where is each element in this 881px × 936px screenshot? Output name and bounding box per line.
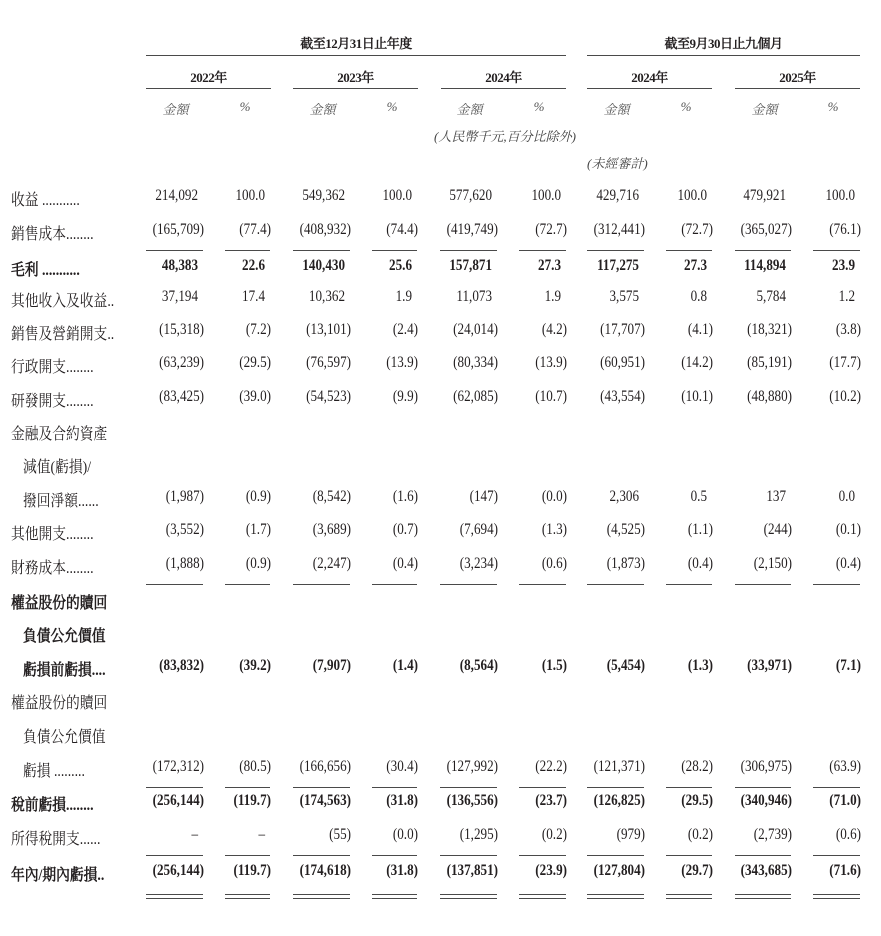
unit-note: (人民幣千元,百分比除外) — [434, 129, 576, 144]
percent-subheader-2024-9m: % — [680, 99, 692, 114]
group-title-year-end: 截至12月31日止年度 — [300, 36, 412, 51]
percent-cell: (77.4) — [239, 221, 271, 238]
underline-rule — [440, 584, 497, 585]
year-header-2022: 2022年 — [190, 70, 227, 85]
amount-subheader-2024: 金額 — [456, 102, 483, 117]
underline-rule — [519, 584, 566, 585]
amount-cell: (127,804) — [593, 862, 645, 879]
amount-cell: 2,306 — [609, 488, 639, 505]
percent-cell: (0.4) — [835, 555, 861, 572]
row-label: 虧損 ......... — [23, 763, 85, 780]
row-label: 稅前虧損........ — [11, 797, 94, 814]
amount-subheader-2024-9m: 金額 — [603, 102, 630, 117]
percent-cell: 100.0 — [531, 187, 561, 204]
double-underline-rule — [813, 894, 860, 899]
underline-rule — [666, 250, 712, 251]
percent-cell: (0.4) — [392, 555, 418, 572]
amount-cell: (2,247) — [312, 555, 351, 572]
amount-cell: 11,073 — [456, 288, 492, 305]
percent-cell: 27.3 — [684, 257, 707, 274]
underline-rule — [225, 855, 270, 856]
row-label: 虧損前虧損.... — [23, 662, 106, 679]
percent-cell: (29.7) — [681, 862, 713, 879]
amount-subheader-2025-9m: 金額 — [751, 102, 778, 117]
amount-cell: (13,101) — [306, 321, 351, 338]
amount-cell: (48,880) — [747, 388, 792, 405]
underline-rule — [813, 787, 860, 788]
amount-cell: (83,832) — [159, 657, 204, 674]
underline-rule — [146, 250, 203, 251]
group-rule-year-end — [146, 55, 566, 56]
double-underline-rule — [735, 894, 791, 899]
amount-cell: (408,932) — [299, 221, 351, 238]
percent-cell: (39.2) — [239, 657, 271, 674]
percent-cell: 1.9 — [395, 288, 412, 305]
percent-cell: (0.6) — [835, 826, 861, 843]
percent-cell: 100.0 — [825, 187, 855, 204]
amount-cell: (3,552) — [165, 521, 204, 538]
row-label: 銷售及營銷開支.. — [11, 326, 115, 343]
amount-cell: (8,564) — [459, 657, 498, 674]
percent-cell: (0.0) — [541, 488, 567, 505]
amount-cell: 214,092 — [155, 187, 198, 204]
percent-cell: (13.9) — [386, 354, 418, 371]
percent-cell: 100.0 — [382, 187, 412, 204]
percent-cell: (2.4) — [392, 321, 418, 338]
percent-cell: 0.5 — [690, 488, 707, 505]
amount-cell: 429,716 — [596, 187, 639, 204]
percent-cell: (17.7) — [829, 354, 861, 371]
row-label: 所得稅開支...... — [11, 831, 101, 848]
underline-rule — [813, 250, 860, 251]
year-header-2023: 2023年 — [337, 70, 374, 85]
percent-cell: (31.8) — [386, 862, 418, 879]
amount-cell: (7,694) — [459, 521, 498, 538]
amount-cell: (174,563) — [299, 792, 351, 809]
percent-cell: 1.2 — [838, 288, 855, 305]
double-underline-rule — [587, 894, 644, 899]
amount-cell: (4,525) — [606, 521, 645, 538]
percent-cell: 27.3 — [538, 257, 561, 274]
amount-cell: 114,894 — [744, 257, 786, 274]
year-rule-2024 — [441, 88, 566, 89]
amount-cell: (18,321) — [747, 321, 792, 338]
amount-cell: 48,383 — [161, 257, 198, 274]
double-underline-rule — [372, 894, 417, 899]
amount-cell: – — [191, 826, 198, 843]
percent-cell: (0.4) — [687, 555, 713, 572]
underline-rule — [735, 855, 791, 856]
row-label: 行政開支........ — [11, 359, 94, 376]
percent-cell: (0.9) — [245, 488, 271, 505]
underline-rule — [666, 855, 712, 856]
percent-cell: (4.1) — [687, 321, 713, 338]
group-title-nine-months: 截至9月30日止九個月 — [664, 36, 783, 51]
row-label: 權益股份的贖回 — [11, 695, 108, 712]
amount-cell: (60,951) — [600, 354, 645, 371]
amount-cell: (7,907) — [312, 657, 351, 674]
percent-cell: (14.2) — [681, 354, 713, 371]
amount-cell: (55) — [329, 826, 351, 843]
percent-cell: (1.4) — [392, 657, 418, 674]
amount-cell: (85,191) — [747, 354, 792, 371]
underline-rule — [440, 787, 497, 788]
percent-cell: (119.7) — [233, 862, 271, 879]
percent-cell: (63.9) — [829, 758, 861, 775]
underline-rule — [372, 855, 417, 856]
amount-cell: (256,144) — [152, 792, 204, 809]
percent-cell: (39.0) — [239, 388, 271, 405]
underline-rule — [146, 855, 203, 856]
percent-cell: (10.7) — [535, 388, 567, 405]
amount-cell: (256,144) — [152, 862, 204, 879]
amount-cell: (15,318) — [159, 321, 204, 338]
percent-cell: (72.7) — [535, 221, 567, 238]
underline-rule — [225, 584, 270, 585]
percent-cell: (0.6) — [541, 555, 567, 572]
amount-cell: (43,554) — [600, 388, 645, 405]
year-rule-2024-9m — [587, 88, 712, 89]
percent-cell: (30.4) — [386, 758, 418, 775]
percent-cell: (74.4) — [386, 221, 418, 238]
percent-cell: 1.9 — [544, 288, 561, 305]
percent-cell: (0.9) — [245, 555, 271, 572]
year-header-2024-9m: 2024年 — [631, 70, 668, 85]
percent-cell: – — [258, 826, 265, 843]
percent-cell: (1.6) — [392, 488, 418, 505]
percent-cell: (1.3) — [687, 657, 713, 674]
percent-subheader-2022: % — [239, 99, 251, 114]
amount-cell: (126,825) — [593, 792, 645, 809]
amount-cell: (63,239) — [159, 354, 204, 371]
amount-cell: (54,523) — [306, 388, 351, 405]
amount-cell: (83,425) — [159, 388, 204, 405]
percent-cell: (23.7) — [535, 792, 567, 809]
double-underline-rule — [666, 894, 712, 899]
amount-cell: (166,656) — [299, 758, 351, 775]
percent-cell: (71.0) — [829, 792, 861, 809]
underline-rule — [735, 787, 791, 788]
percent-cell: (31.8) — [386, 792, 418, 809]
percent-cell: (13.9) — [535, 354, 567, 371]
underline-rule — [666, 787, 712, 788]
amount-cell: (165,709) — [152, 221, 204, 238]
percent-cell: (28.2) — [681, 758, 713, 775]
percent-cell: 100.0 — [235, 187, 265, 204]
double-underline-rule — [293, 894, 350, 899]
amount-cell: (121,371) — [593, 758, 645, 775]
underline-rule — [372, 787, 417, 788]
amount-cell: 140,430 — [302, 257, 345, 274]
amount-cell: (365,027) — [740, 221, 792, 238]
percent-subheader-2023: % — [386, 99, 398, 114]
amount-cell: 479,921 — [743, 187, 786, 204]
amount-subheader-2022: 金額 — [162, 102, 189, 117]
underline-rule — [146, 787, 203, 788]
percent-cell: (71.6) — [829, 862, 861, 879]
row-label: 毛利 ........... — [11, 262, 80, 279]
underline-rule — [146, 584, 203, 585]
amount-cell: (306,975) — [740, 758, 792, 775]
percent-cell: (10.1) — [681, 388, 713, 405]
year-rule-2022 — [146, 88, 271, 89]
amount-cell: (2,150) — [753, 555, 792, 572]
underline-rule — [440, 855, 497, 856]
year-header-2025-9m: 2025年 — [779, 70, 816, 85]
percent-cell: (1.3) — [541, 521, 567, 538]
amount-cell: (419,749) — [446, 221, 498, 238]
percent-cell: 22.6 — [242, 257, 265, 274]
percent-cell: (9.9) — [392, 388, 418, 405]
percent-cell: 100.0 — [677, 187, 707, 204]
percent-cell: (4.2) — [541, 321, 567, 338]
amount-cell: (1,295) — [459, 826, 498, 843]
amount-cell: 117,275 — [597, 257, 639, 274]
amount-cell: (136,556) — [446, 792, 498, 809]
amount-cell: (127,992) — [446, 758, 498, 775]
underline-rule — [519, 787, 566, 788]
amount-cell: (147) — [469, 488, 498, 505]
underline-rule — [372, 584, 417, 585]
underline-rule — [225, 787, 270, 788]
row-label: 財務成本........ — [11, 560, 94, 577]
percent-cell: (29.5) — [681, 792, 713, 809]
row-label: 權益股份的贖回 — [11, 595, 108, 612]
underline-rule — [519, 855, 566, 856]
amount-cell: 157,871 — [449, 257, 492, 274]
amount-cell: (172,312) — [152, 758, 204, 775]
amount-cell: 549,362 — [302, 187, 345, 204]
row-label: 撥回淨額...... — [23, 493, 99, 510]
group-rule-nine-months — [587, 55, 860, 56]
year-rule-2025-9m — [735, 88, 860, 89]
amount-cell: (24,014) — [453, 321, 498, 338]
amount-cell: 5,784 — [756, 288, 786, 305]
percent-cell: (119.7) — [233, 792, 271, 809]
percent-subheader-2024: % — [533, 99, 545, 114]
percent-cell: (80.5) — [239, 758, 271, 775]
percent-cell: (1.1) — [687, 521, 713, 538]
amount-cell: (8,542) — [312, 488, 351, 505]
underline-rule — [735, 250, 791, 251]
year-header-2024: 2024年 — [485, 70, 522, 85]
double-underline-rule — [440, 894, 497, 899]
percent-cell: (0.2) — [687, 826, 713, 843]
amount-cell: (1,987) — [165, 488, 204, 505]
percent-cell: (0.7) — [392, 521, 418, 538]
underline-rule — [813, 584, 860, 585]
underline-rule — [587, 584, 644, 585]
amount-cell: (5,454) — [606, 657, 645, 674]
underline-rule — [225, 250, 270, 251]
percent-cell: (76.1) — [829, 221, 861, 238]
amount-cell: 137 — [766, 488, 786, 505]
row-label: 減值(虧損)/ — [23, 459, 92, 476]
amount-cell: (174,618) — [299, 862, 351, 879]
amount-cell: (17,707) — [600, 321, 645, 338]
row-label: 其他開支........ — [11, 526, 94, 543]
percent-cell: (3.8) — [835, 321, 861, 338]
amount-subheader-2023: 金額 — [309, 102, 336, 117]
percent-cell: (72.7) — [681, 221, 713, 238]
underline-rule — [587, 855, 644, 856]
percent-cell: 17.4 — [242, 288, 265, 305]
amount-cell: 37,194 — [161, 288, 198, 305]
underline-rule — [735, 584, 791, 585]
amount-cell: (244) — [763, 521, 792, 538]
percent-cell: 23.9 — [832, 257, 855, 274]
underline-rule — [372, 250, 417, 251]
amount-cell: (80,334) — [453, 354, 498, 371]
percent-cell: (29.5) — [239, 354, 271, 371]
row-label: 金融及合約資產 — [11, 426, 108, 443]
double-underline-rule — [225, 894, 270, 899]
underline-rule — [293, 787, 350, 788]
amount-cell: (137,851) — [446, 862, 498, 879]
percent-cell: (0.0) — [392, 826, 418, 843]
amount-cell: (1,873) — [606, 555, 645, 572]
unaudited-note: (未經審計) — [587, 156, 648, 171]
amount-cell: (33,971) — [747, 657, 792, 674]
amount-cell: (979) — [616, 826, 645, 843]
row-label: 年內/期內虧損.. — [11, 867, 105, 884]
amount-cell: (340,946) — [740, 792, 792, 809]
amount-cell: (1,888) — [165, 555, 204, 572]
row-label: 銷售成本........ — [11, 226, 94, 243]
percent-cell: (0.2) — [541, 826, 567, 843]
double-underline-rule — [519, 894, 566, 899]
underline-rule — [293, 855, 350, 856]
underline-rule — [587, 787, 644, 788]
underline-rule — [587, 250, 644, 251]
year-rule-2023 — [293, 88, 418, 89]
underline-rule — [293, 250, 350, 251]
amount-cell: (3,234) — [459, 555, 498, 572]
percent-cell: (0.1) — [835, 521, 861, 538]
amount-cell: (312,441) — [593, 221, 645, 238]
percent-cell: (10.2) — [829, 388, 861, 405]
percent-cell: 0.0 — [838, 488, 855, 505]
percent-cell: (1.7) — [245, 521, 271, 538]
row-label: 負債公允價值 — [23, 628, 106, 645]
amount-cell: 577,620 — [449, 187, 492, 204]
underline-rule — [293, 584, 350, 585]
underline-rule — [440, 250, 497, 251]
percent-cell: 25.6 — [389, 257, 412, 274]
percent-cell: (1.5) — [541, 657, 567, 674]
underline-rule — [666, 584, 712, 585]
row-label: 收益 ........... — [11, 192, 80, 209]
percent-cell: (23.9) — [535, 862, 567, 879]
amount-cell: (3,689) — [312, 521, 351, 538]
percent-subheader-2025-9m: % — [827, 99, 839, 114]
amount-cell: (62,085) — [453, 388, 498, 405]
percent-cell: 0.8 — [690, 288, 707, 305]
row-label: 負債公允價值 — [23, 729, 106, 746]
amount-cell: (343,685) — [740, 862, 792, 879]
percent-cell: (7.1) — [835, 657, 861, 674]
row-label: 其他收入及收益.. — [11, 293, 115, 310]
amount-cell: (2,739) — [753, 826, 792, 843]
amount-cell: 3,575 — [609, 288, 639, 305]
double-underline-rule — [146, 894, 203, 899]
amount-cell: 10,362 — [308, 288, 345, 305]
amount-cell: (76,597) — [306, 354, 351, 371]
underline-rule — [519, 250, 566, 251]
percent-cell: (7.2) — [245, 321, 271, 338]
underline-rule — [813, 855, 860, 856]
percent-cell: (22.2) — [535, 758, 567, 775]
row-label: 研發開支........ — [11, 393, 94, 410]
